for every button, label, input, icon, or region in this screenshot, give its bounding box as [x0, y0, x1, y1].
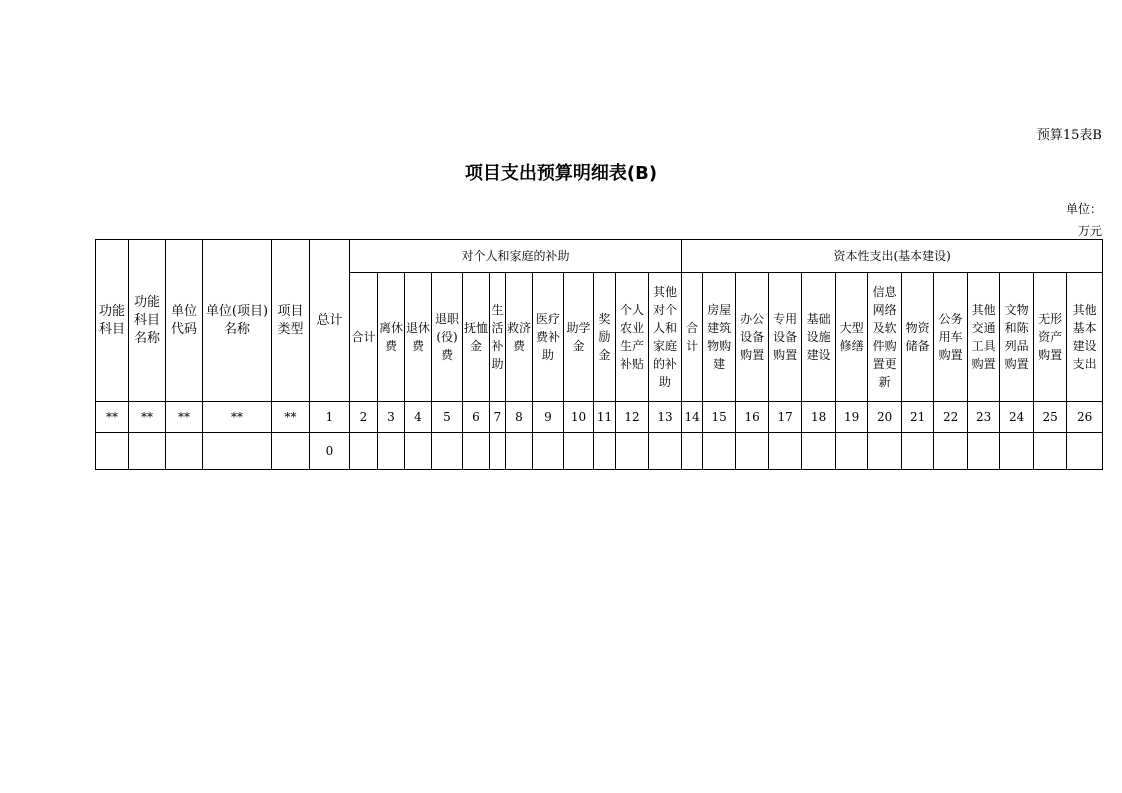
- code-cell: 4: [405, 402, 432, 433]
- code-cell: 9: [533, 402, 564, 433]
- code-cell: 21: [902, 402, 934, 433]
- header-capital-total: 合计: [682, 273, 703, 402]
- code-cell: 2: [350, 402, 378, 433]
- code-cell: 12: [616, 402, 649, 433]
- data-cell: [1000, 433, 1034, 470]
- code-row: [96, 402, 1103, 433]
- form-number: 预算15表B: [1036, 128, 1102, 143]
- header-office-equipment: 办公设备购置: [736, 273, 769, 402]
- code-cell: 25: [1034, 402, 1067, 433]
- data-cell: [533, 433, 564, 470]
- data-cell: [902, 433, 934, 470]
- header-relief-fee: 救济费: [506, 273, 533, 402]
- code-cell: **: [272, 402, 310, 433]
- code-cell: 26: [1067, 402, 1103, 433]
- code-cell: 3: [378, 402, 405, 433]
- header-personal-total: 合计: [350, 273, 378, 402]
- header-official-vehicle: 公务用车购置: [934, 273, 968, 402]
- header-retirement-fee: 离休费: [378, 273, 405, 402]
- data-cell: [350, 433, 378, 470]
- data-cell: [649, 433, 682, 470]
- header-compensation: 抚恤金: [463, 273, 490, 402]
- code-cell: 24: [1000, 402, 1034, 433]
- code-cell: 7: [490, 402, 506, 433]
- header-pension-fee: 退休费: [405, 273, 432, 402]
- unit-value-text: 万元: [1077, 224, 1102, 238]
- header-intangible-assets: 无形资产购置: [1034, 273, 1067, 402]
- code-cell: 16: [736, 402, 769, 433]
- data-cell: [682, 433, 703, 470]
- header-total: 总计: [310, 240, 350, 402]
- data-cell: [703, 433, 736, 470]
- group-personal-subsidy: 对个人和家庭的补助: [350, 240, 682, 273]
- header-reward: 奖励金: [594, 273, 616, 402]
- budget-table: [95, 239, 1103, 470]
- header-major-repair: 大型修缮: [836, 273, 868, 402]
- data-cell: [272, 433, 310, 470]
- code-cell: **: [203, 402, 272, 433]
- data-cell: [802, 433, 836, 470]
- data-cell: [490, 433, 506, 470]
- data-cell: 0: [310, 433, 350, 470]
- data-cell: [203, 433, 272, 470]
- data-cell: [594, 433, 616, 470]
- code-cell: 8: [506, 402, 533, 433]
- data-cell: [166, 433, 203, 470]
- code-cell: 19: [836, 402, 868, 433]
- data-cell: [1067, 433, 1103, 470]
- header-material-reserve: 物资储备: [902, 273, 934, 402]
- code-cell: 5: [432, 402, 463, 433]
- data-cell: [616, 433, 649, 470]
- header-building-purchase: 房屋建筑物购建: [703, 273, 736, 402]
- data-cell: [405, 433, 432, 470]
- header-infrastructure: 基础设施建设: [802, 273, 836, 402]
- data-cell: [968, 433, 1000, 470]
- data-cell: [463, 433, 490, 470]
- code-cell: 1: [310, 402, 350, 433]
- code-cell: 14: [682, 402, 703, 433]
- group-capital-expenditure: 资本性支出(基本建设): [682, 240, 1103, 273]
- code-cell: 15: [703, 402, 736, 433]
- header-project-type: 项目类型: [272, 240, 310, 402]
- unit-label-text: 单位：: [1065, 202, 1102, 216]
- header-living-subsidy: 生活补助: [490, 273, 506, 402]
- header-func-subject: 功能科目: [96, 240, 129, 402]
- code-cell: 6: [463, 402, 490, 433]
- data-cell: [432, 433, 463, 470]
- header-farm-subsidy: 个人农业生产补贴: [616, 273, 649, 402]
- header-func-subject-name: 功能科目名称: [129, 240, 166, 402]
- header-other-personal: 其他对个人和家庭的补助: [649, 273, 682, 402]
- header-scholarship: 助学金: [564, 273, 594, 402]
- data-cell: [96, 433, 129, 470]
- data-cell: [129, 433, 166, 470]
- header-other-construction: 其他基本建设支出: [1067, 273, 1103, 402]
- data-cell: [1034, 433, 1067, 470]
- header-other-transport: 其他交通工具购置: [968, 273, 1000, 402]
- data-cell: [506, 433, 533, 470]
- unit-label: [1042, 198, 1102, 242]
- header-unit-code: 单位代码: [166, 240, 203, 402]
- header-unit-name: 单位(项目)名称: [203, 240, 272, 402]
- data-cell: [868, 433, 902, 470]
- page-title: 项目支出预算明细表(B): [464, 163, 658, 184]
- code-cell: 10: [564, 402, 594, 433]
- data-cell: [769, 433, 802, 470]
- header-medical-subsidy: 医疗费补助: [533, 273, 564, 402]
- code-cell: 13: [649, 402, 682, 433]
- code-cell: 18: [802, 402, 836, 433]
- data-cell: [378, 433, 405, 470]
- code-cell: **: [166, 402, 203, 433]
- code-cell: 22: [934, 402, 968, 433]
- header-network-software: 信息网络及软件购置更新: [868, 273, 902, 402]
- data-cell: [934, 433, 968, 470]
- data-cell: [736, 433, 769, 470]
- code-cell: 20: [868, 402, 902, 433]
- code-cell: 17: [769, 402, 802, 433]
- code-cell: 23: [968, 402, 1000, 433]
- header-special-equipment: 专用设备购置: [769, 273, 802, 402]
- header-resignation-fee: 退职(役)费: [432, 273, 463, 402]
- data-row: [96, 433, 1103, 470]
- code-cell: **: [96, 402, 129, 433]
- data-cell: [564, 433, 594, 470]
- code-cell: 11: [594, 402, 616, 433]
- code-cell: **: [129, 402, 166, 433]
- header-relics-exhibits: 文物和陈列品购置: [1000, 273, 1034, 402]
- data-cell: [836, 433, 868, 470]
